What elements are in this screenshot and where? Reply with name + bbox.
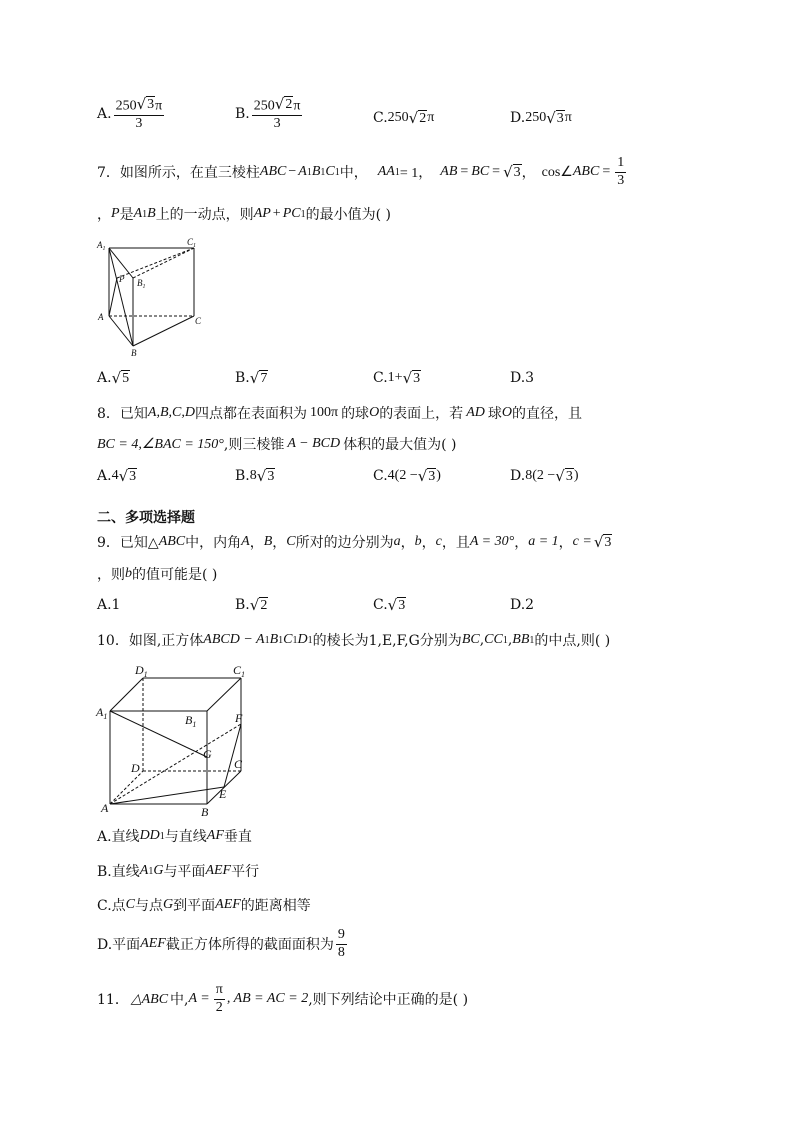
label-c: C [234,757,243,771]
q8-option-d: D. 8(2 − √ 3 ) [510,467,579,486]
q8-stem-line1: 8．已知 A,B,C,D 四点都在表面积为 100π 的球 O 的表面上，若 AD 球 O 的直径，且 [97,405,582,422]
q9-option-b: B. √ 2 [235,596,268,615]
label-b: B [201,805,209,819]
q6-option-b [235,96,304,132]
label-p: P [119,274,125,284]
edge-b1c1-dashed [133,248,194,278]
q10-option-c: C.点 C 与点 G 到平面 AEF 的距离相等 [97,897,311,914]
q7-option-c: C. 1+ √ 3 [373,369,421,388]
label-b: B [131,348,137,358]
segment-ap [109,278,117,316]
prism-figure [95,238,215,360]
q8-stem-line2: BC = 4,∠BAC = 150° ,则三棱锥 A − BCD 体积的最大值为( ) [97,436,457,453]
section-heading-multiple-choice: 二、多项选择题 [97,510,195,526]
label-b1: $B_1$ [137,278,146,290]
q7-option-d: D.3 [510,370,535,386]
option-label: B. [235,105,250,122]
label-a1: $A_1$ [97,240,106,252]
q8-option-a: A. 4 √ 3 [97,467,137,486]
q7-option-a: A. √ 5 [97,369,130,388]
label-g: G [203,747,212,761]
label-e: E [219,787,227,801]
label-f: F [235,711,243,725]
q7-stem-line1: 7． 如图所示，在直三棱柱 ABC − A 1 B 1 C 1 中， AA 1 = 1， AB = BC = √ 3 ， cos∠ ABC = $\frac{1}{3}$ [97,155,625,188]
q7-stem-line2: ， P 是 A 1 B 上的一动点，则 AP + PC 1 的最小值为( ) [97,206,391,223]
q10-option-d: D.平面 AEF 截正方体所得的截面面积为 $\frac{9}{8}$ [97,927,345,960]
label-c1: $C_1$ [233,663,246,679]
edge-b1c1 [207,678,241,711]
q9-stem-line2: ，则 b 的值可能是( ) [97,566,218,583]
q6-option-d: D. 250 √ 3 π [510,109,572,128]
q10-stem-line1: 10．如图,正方体 ABCD − A 1 B 1 C 1 D 1 的棱长为1,E,F,G分别为 BC , CC 1 , BB 1 的中点,则( ) [97,632,611,649]
label-b1: $B_1$ [185,713,197,729]
q6-option-c: C. 250 √ 2 π [373,109,435,128]
q9-stem-line1: 9．已知△ ABC 中，内角 A ， B ， C 所对的边分别为 a ， b ， c ，且 A = 30° ， a = 1 ， c = √ 3 [97,533,612,552]
label-d1: $D_1$ [135,663,148,679]
q8-option-b: B. 8 √ 3 [235,467,275,486]
q7-option-b: B. √ 7 [235,369,268,388]
label-a: A [98,312,104,322]
segment-ef [224,724,241,787]
fraction: 250 √ 3 π 3 [115,95,163,132]
q8-option-c: C. 4(2 − √ 3 ) [373,467,441,486]
q9-option-d: D.2 [510,597,535,613]
cube-figure [95,660,255,820]
fraction: 250 √ 2 π 3 [253,95,301,132]
edge-bc [133,316,194,346]
segment-a1g [110,711,207,757]
q9-option-a: A.1 [97,597,121,613]
label-c1: $C_1$ [187,238,197,249]
edge-d1a1 [110,678,143,711]
segment-pc1 [117,248,194,278]
q10-option-a: A.直线 DD 1 与直线 AF 垂直 [97,828,252,845]
q6-option-a [97,96,166,132]
edge-ad-dashed [110,771,143,804]
label-a: A [101,801,109,815]
label-a1: $A_1$ [96,705,108,721]
label-d: D [131,761,140,775]
q10-option-b: B.直线 A 1 G 与平面 AEF 平行 [97,863,260,880]
q9-option-c: C. √ 3 [373,596,406,615]
option-label: A. [97,105,112,122]
label-c: C [195,316,202,326]
q11-stem: 11． △ABC 中, A = $\frac{\pi}{2}$ , AB = AC = 2 ,则下列结论中正确的是( ) [97,982,469,1015]
